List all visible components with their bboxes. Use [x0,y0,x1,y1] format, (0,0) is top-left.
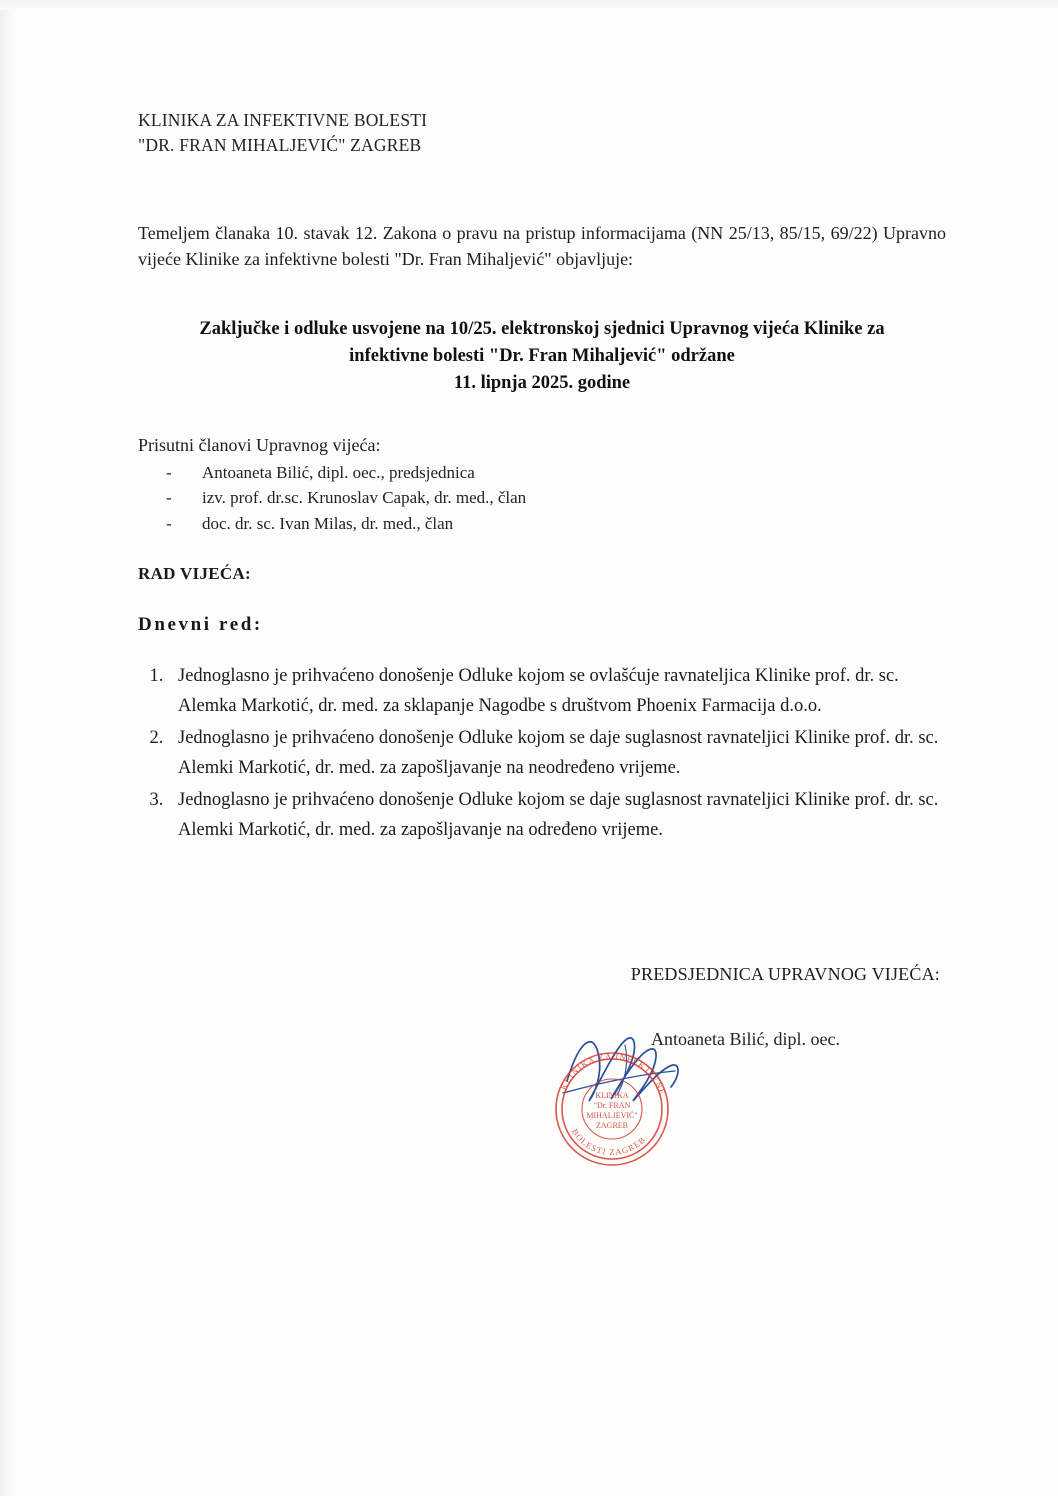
attendee-name: izv. prof. dr.sc. Krunoslav Capak, dr. med., član [202,488,527,508]
list-item: 1. Jednoglasno je prihvaćeno donošenje Odluke kojom se ovlašćuje ravnateljica Klinike prof. dr. sc. Alemka Markotić, dr. med. za sklapanje Nagodbe s društvom Phoenix Farmacija d.o.o. [168,662,946,722]
list-item [166,485,946,511]
official-stamp [546,1043,678,1175]
letterhead-line-1: KLINIKA ZA INFEKTIVNE BOLESTI [138,110,428,130]
list-bullet-dash: - [166,513,172,533]
agenda-label-colon: : [253,614,261,636]
signature-block [138,964,946,1189]
signature-name: Antoaneta Bilić, dipl. oec. [651,1028,840,1049]
attendee-name: Antoaneta Bilić, dipl. oec., predsjednica [202,462,475,482]
signature-role: PREDSJEDNICA UPRAVNOG VIJEĆA: [630,963,940,984]
agenda-label [138,614,946,636]
svg-text:"Dr. FRAN: "Dr. FRAN [593,1100,631,1110]
list-item: 3. Jednoglasno je prihvaćeno donošenje Odluke kojom se daje suglasnost ravnateljici Klinike prof. dr. sc. Alemki Markotić, dr. med. za zapošljavanje na određeno vrijeme. [168,786,946,846]
decisions-list [138,662,946,846]
document-title-line-2: infektivne bolesti "Dr. Fran Mihaljević" održane [349,346,735,367]
signature-row [138,1029,940,1189]
svg-text:ZAGREB: ZAGREB [596,1120,628,1130]
list-item: 2. Jednoglasno je prihvaćeno donošenje Odluke kojom se daje suglasnost ravnateljici Klinike prof. dr. sc. Alemki Markotić, dr. med. za zapošljavanje na neodređeno vrijeme. [168,724,946,784]
attendees-list [138,460,946,537]
list-item [166,460,946,486]
document-title-line-3: 11. lipnja 2025. godine [453,372,631,393]
list-bullet-dash: - [166,488,172,508]
document-title [138,316,946,396]
scan-edge-shadow-left [0,0,14,1496]
attendee-name: doc. dr. sc. Ivan Milas, dr. med., član [202,513,454,533]
document-title-line-1: Zaključke i odluke usvojene na 10/25. elektronskoj sjednici Upravnog vijeća Klinike za [199,319,885,340]
letterhead [138,108,946,158]
section-label-council-work: RAD VIJEĆA: [138,564,252,584]
svg-text:KLINIKA: KLINIKA [595,1090,629,1100]
letterhead-line-2: "DR. FRAN MIHALJEVIĆ" ZAGREB [138,134,422,155]
intro-paragraph: Temeljem članaka 10. stavak 12. Zakona o pravu na pristup informacijama (NN 25/13, 85/15, 69/22) Upravno vijeće Klinike za infektivne bolesti "Dr. Fran Mihaljević" objavljuje: [138,222,946,269]
attendees-heading: Prisutni članovi Upravnog vijeća: [138,434,381,455]
document-body [138,108,946,1189]
svg-text:KLINIKA ZA INFEKTIVNE: KLINIKA ZA INFEKTIVNE [558,1050,668,1097]
agenda-label-text: Dnevni red [138,614,254,636]
svg-text:MIHALJEVIĆ": MIHALJEVIĆ" [586,1110,638,1120]
list-bullet-dash: - [166,462,172,482]
scan-edge-shadow-top [0,0,1058,10]
list-item [166,511,946,537]
svg-text:BOLESTI ZAGREB: BOLESTI ZAGREB [569,1126,648,1157]
